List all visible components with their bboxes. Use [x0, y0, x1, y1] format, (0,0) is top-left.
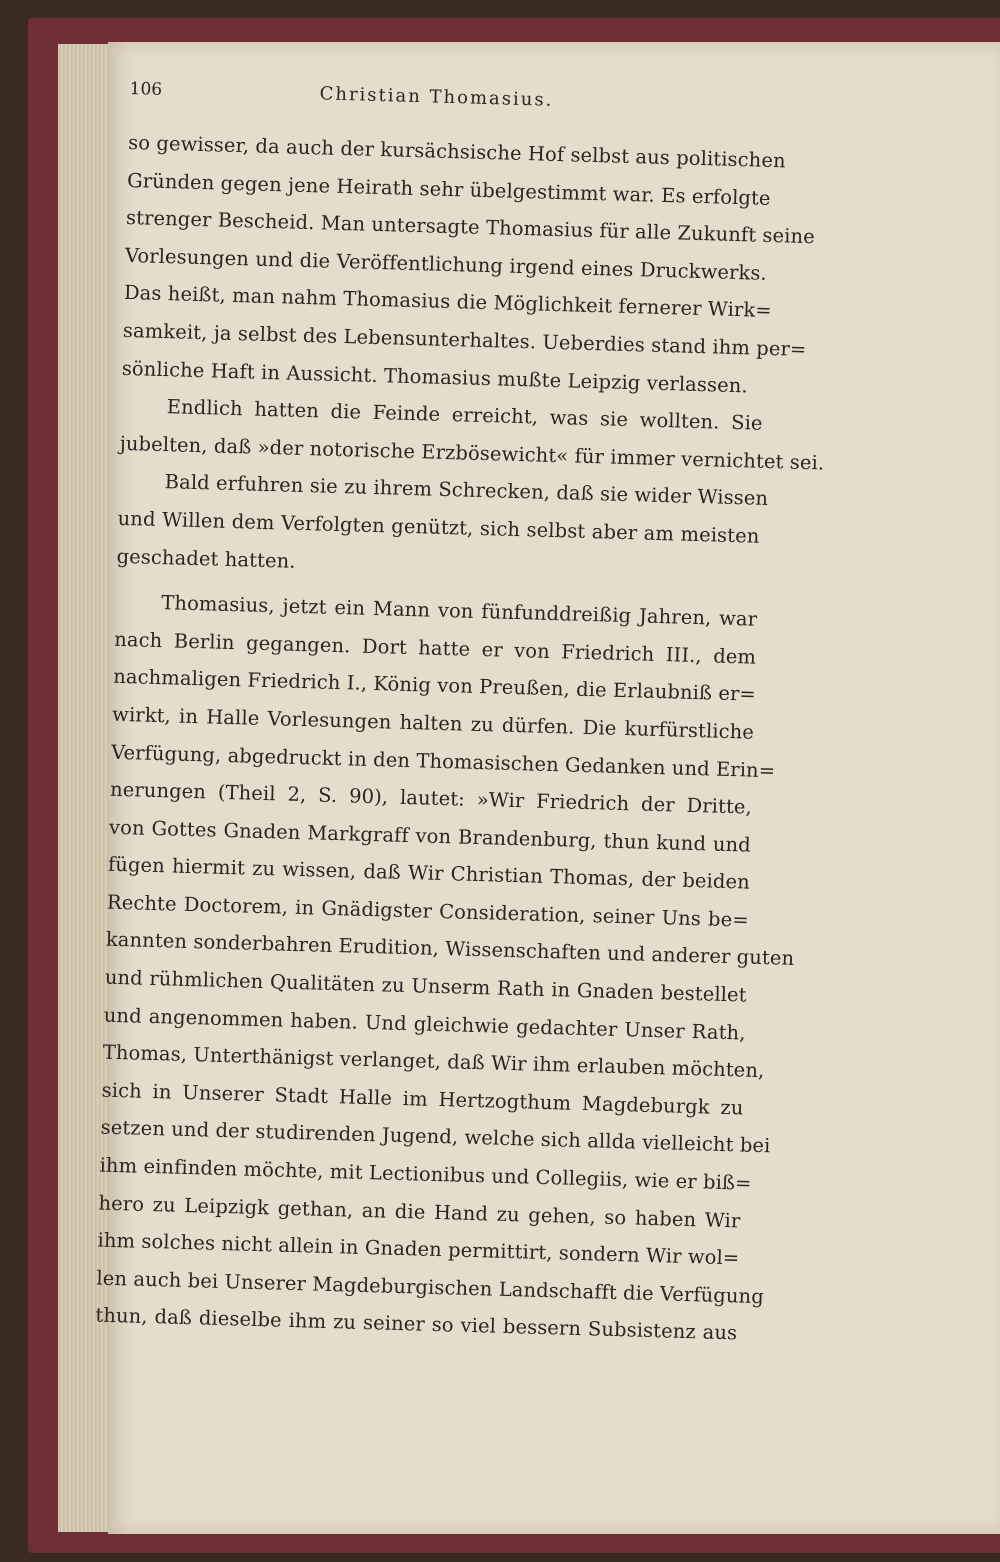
- text-line: thun, daß dieselbe ihm zu seiner so viel bessern Subsistenz aus: [95, 1303, 738, 1345]
- text-line: ihm einfinden möchte, mit Lectionibus und Collegiis, wie er biß=: [99, 1153, 752, 1195]
- text-line: so gewisser, da auch der kursächsische Hof selbst aus politischen: [127, 130, 786, 173]
- text-line: sich in Unserer Stadt Halle im Hertzogthum Magdeburgk zu: [101, 1078, 744, 1120]
- text-line: Rechte Doctorem, in Gnädigster Consideration, seiner Uns be=: [106, 890, 750, 932]
- text-line: Vorlesungen und die Veröffentlichung irgend eines Druckwerks.: [124, 243, 768, 285]
- text-line: samkeit, ja selbst des Lebensunterhaltes. Ueberdies stand ihm per=: [122, 318, 807, 361]
- text-line: ihm solches nicht allein in Gnaden permittirt, sondern Wir wol=: [97, 1228, 740, 1270]
- text-line: Bald erfuhren sie zu ihrem Schrecken, daß sie wider Wissen: [164, 470, 769, 511]
- text-line: Gründen gegen jene Heirath sehr übelgestimmt war. Es erfolgte: [126, 168, 771, 210]
- text-line: sönliche Haft in Aussicht. Thomasius mußte Leipzig verlassen.: [121, 356, 749, 397]
- text-line: Thomas, Unterthänigst verlanget, daß Wir ihm erlauben möchten,: [102, 1040, 765, 1083]
- text-line: setzen und der studirenden Jugend, welche sich allda vielleicht bei: [100, 1116, 771, 1158]
- text-line: Das heißt, man nahm Thomasius die Möglichkeit fernerer Wirk=: [123, 281, 773, 323]
- text-line: nach Berlin gegangen. Dort hatte er von Friedrich III., dem: [114, 627, 757, 669]
- page-number: 106: [129, 78, 163, 100]
- text-line: Verfügung, abgedruckt in den Thomasischen Gedanken und Erin=: [110, 740, 776, 782]
- text-line: fügen hiermit zu wissen, daß Wir Christian Thomas, der beiden: [107, 852, 751, 894]
- text-line: von Gottes Gnaden Markgraff von Brandenburg, thun kund und: [108, 815, 752, 857]
- text-line: Endlich hatten die Feinde erreicht, was sie wollten. Sie: [166, 395, 763, 435]
- text-line: jubelten, daß »der notorische Erzbösewicht« für immer vernichtet sei.: [119, 431, 825, 475]
- text-line: nachmaligen Friedrich I., König von Preußen, die Erlaubniß er=: [112, 665, 757, 707]
- text-line: wirkt, in Halle Vorlesungen halten zu dürfen. Die kurfürstliche: [111, 702, 755, 744]
- text-line: nerungen (Theil 2, S. 90), lautet: »Wir Friedrich der Dritte,: [109, 777, 753, 819]
- text-line: strenger Bescheid. Man untersagte Thomasius für alle Zukunft seine: [125, 206, 816, 249]
- text-line: und Willen dem Verfolgten genützt, sich selbst aber am meisten: [117, 506, 760, 548]
- text-line: geschadet hatten.: [116, 544, 296, 573]
- text-line: hero zu Leipzigk gethan, an die Hand zu gehen, so haben Wir: [98, 1191, 741, 1233]
- running-title: Christian Thomasius.: [319, 83, 554, 111]
- text-line: und angenommen haben. Und gleichwie gedachter Unser Rath,: [103, 1003, 746, 1045]
- text-line: Thomasius, jetzt ein Mann von fünfunddreißig Jahren, war: [161, 591, 758, 631]
- text-line: len auch bei Unserer Magdeburgischen Landschafft die Verfügung: [96, 1266, 765, 1308]
- text-line: kannten sonderbahren Erudition, Wissenschaften und anderer guten: [105, 928, 795, 971]
- page-text: [95, 78, 825, 1352]
- text-line: und rühmlichen Qualitäten zu Unserm Rath in Gnaden bestellet: [104, 965, 747, 1007]
